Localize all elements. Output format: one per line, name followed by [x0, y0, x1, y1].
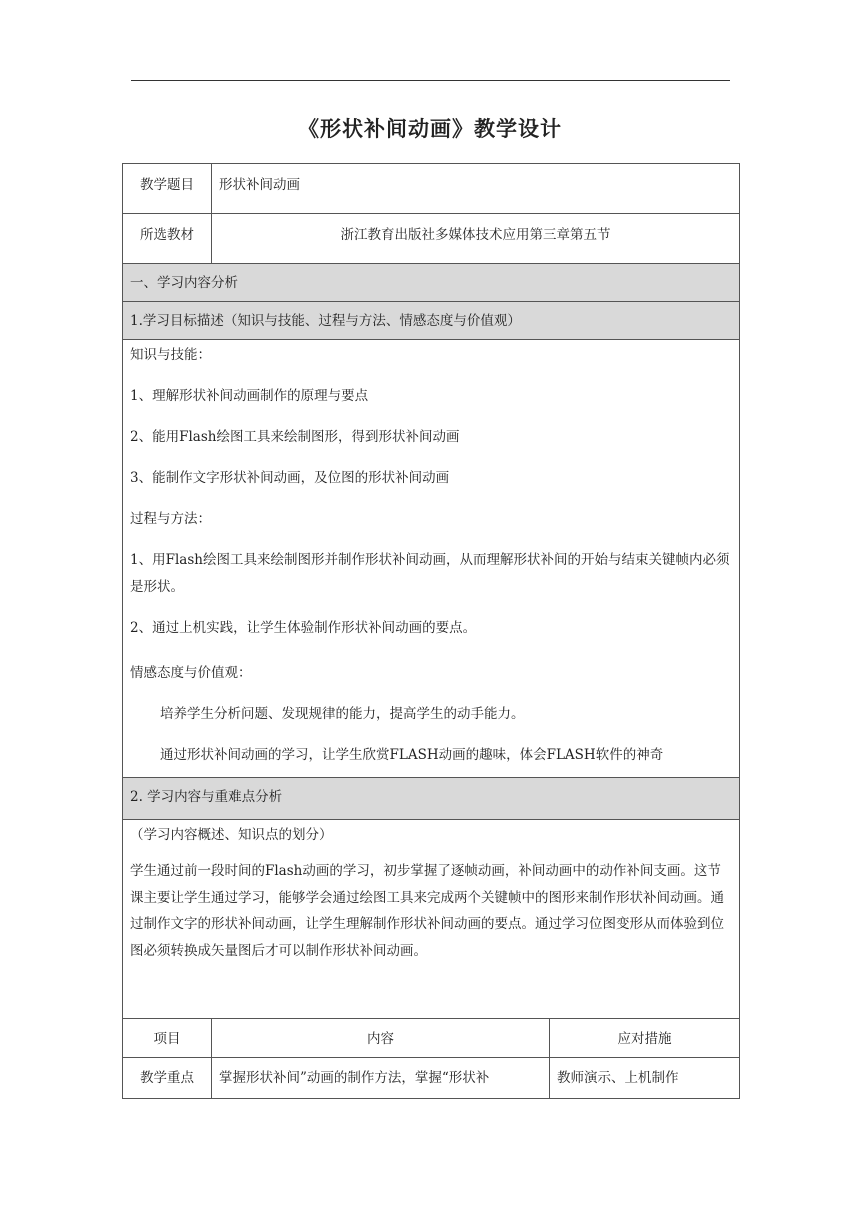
topic-label: 教学题目 — [123, 164, 212, 214]
objectives-cell — [123, 340, 740, 778]
topic-value: 形状补间动画 — [212, 164, 740, 214]
process-item: 1、用Flash绘图工具来绘制图形并制作形状补间动画，从而理解形状补间的开始与结束关键帧内必须是形状。 — [130, 552, 730, 595]
emotion-item: 培养学生分析问题、发现规律的能力，提高学生的动手能力。 — [160, 706, 525, 722]
analysis-note: （学习内容概述、知识点的划分） — [130, 827, 333, 843]
emotion-heading: 情感态度与价值观： — [130, 665, 252, 681]
process-heading: 过程与方法： — [130, 511, 211, 527]
analysis-body: 学生通过前一段时间的Flash动画的学习，初步掌握了逐帧动画，补间动画中的动作补间支画。这节课主要让学生通过学习，能够学会通过绘图工具来完成两个关键帧中的图形来制作形状补间动画。通过制作文字的形状补间动画，让学生理解制作形状补间动画的要点。通过学习位图变形从而体验到位图必须转换成矢量图后才可以制作形状补间动画。 — [130, 863, 724, 959]
knowledge-heading: 知识与技能： — [130, 347, 211, 363]
header-rule — [131, 80, 730, 81]
lesson-plan-table — [122, 163, 740, 1099]
material-row — [123, 214, 740, 264]
emotion-item: 通过形状补间动画的学习，让学生欣赏FLASH动画的趣味，体会FLASH软件的神奇 — [160, 747, 664, 763]
document-title: 《形状补间动画》教学设计 — [298, 117, 562, 141]
header-content: 内容 — [212, 1019, 550, 1058]
section-1-1-row — [123, 302, 740, 340]
knowledge-item: 2、能用Flash绘图工具来绘制图形，得到形状补间动画 — [130, 429, 460, 445]
process-item: 2、通过上机实践，让学生体验制作形状补间动画的要点。 — [130, 620, 477, 636]
focus-row — [123, 1058, 740, 1099]
analysis-cell — [123, 820, 740, 1019]
focus-content: 掌握形状补间”动画的制作方法，掌握“形状补 — [212, 1058, 550, 1099]
knowledge-item: 3、能制作文字形状补间动画，及位图的形状补间动画 — [130, 470, 450, 486]
header-measures: 应对措施 — [550, 1019, 740, 1058]
section-2-row — [123, 778, 740, 820]
objectives-row — [123, 340, 740, 778]
knowledge-item: 1、理解形状补间动画制作的原理与要点 — [130, 388, 369, 404]
header-item: 项目 — [123, 1019, 212, 1058]
section-1-row — [123, 264, 740, 302]
focus-item: 教学重点 — [123, 1058, 212, 1099]
focus-measures: 教师演示、上机制作 — [550, 1058, 740, 1099]
material-value: 浙江教育出版社多媒体技术应用第三章第五节 — [212, 214, 740, 264]
topic-row — [123, 164, 740, 214]
focus-header-row — [123, 1019, 740, 1058]
section-1-heading: 一、学习内容分析 — [123, 264, 740, 302]
section-2-heading: 2. 学习内容与重难点分析 — [123, 778, 740, 820]
section-1-1-heading: 1.学习目标描述（知识与技能、过程与方法、情感态度与价值观） — [123, 302, 740, 340]
material-label: 所选教材 — [123, 214, 212, 264]
analysis-row — [123, 820, 740, 1019]
